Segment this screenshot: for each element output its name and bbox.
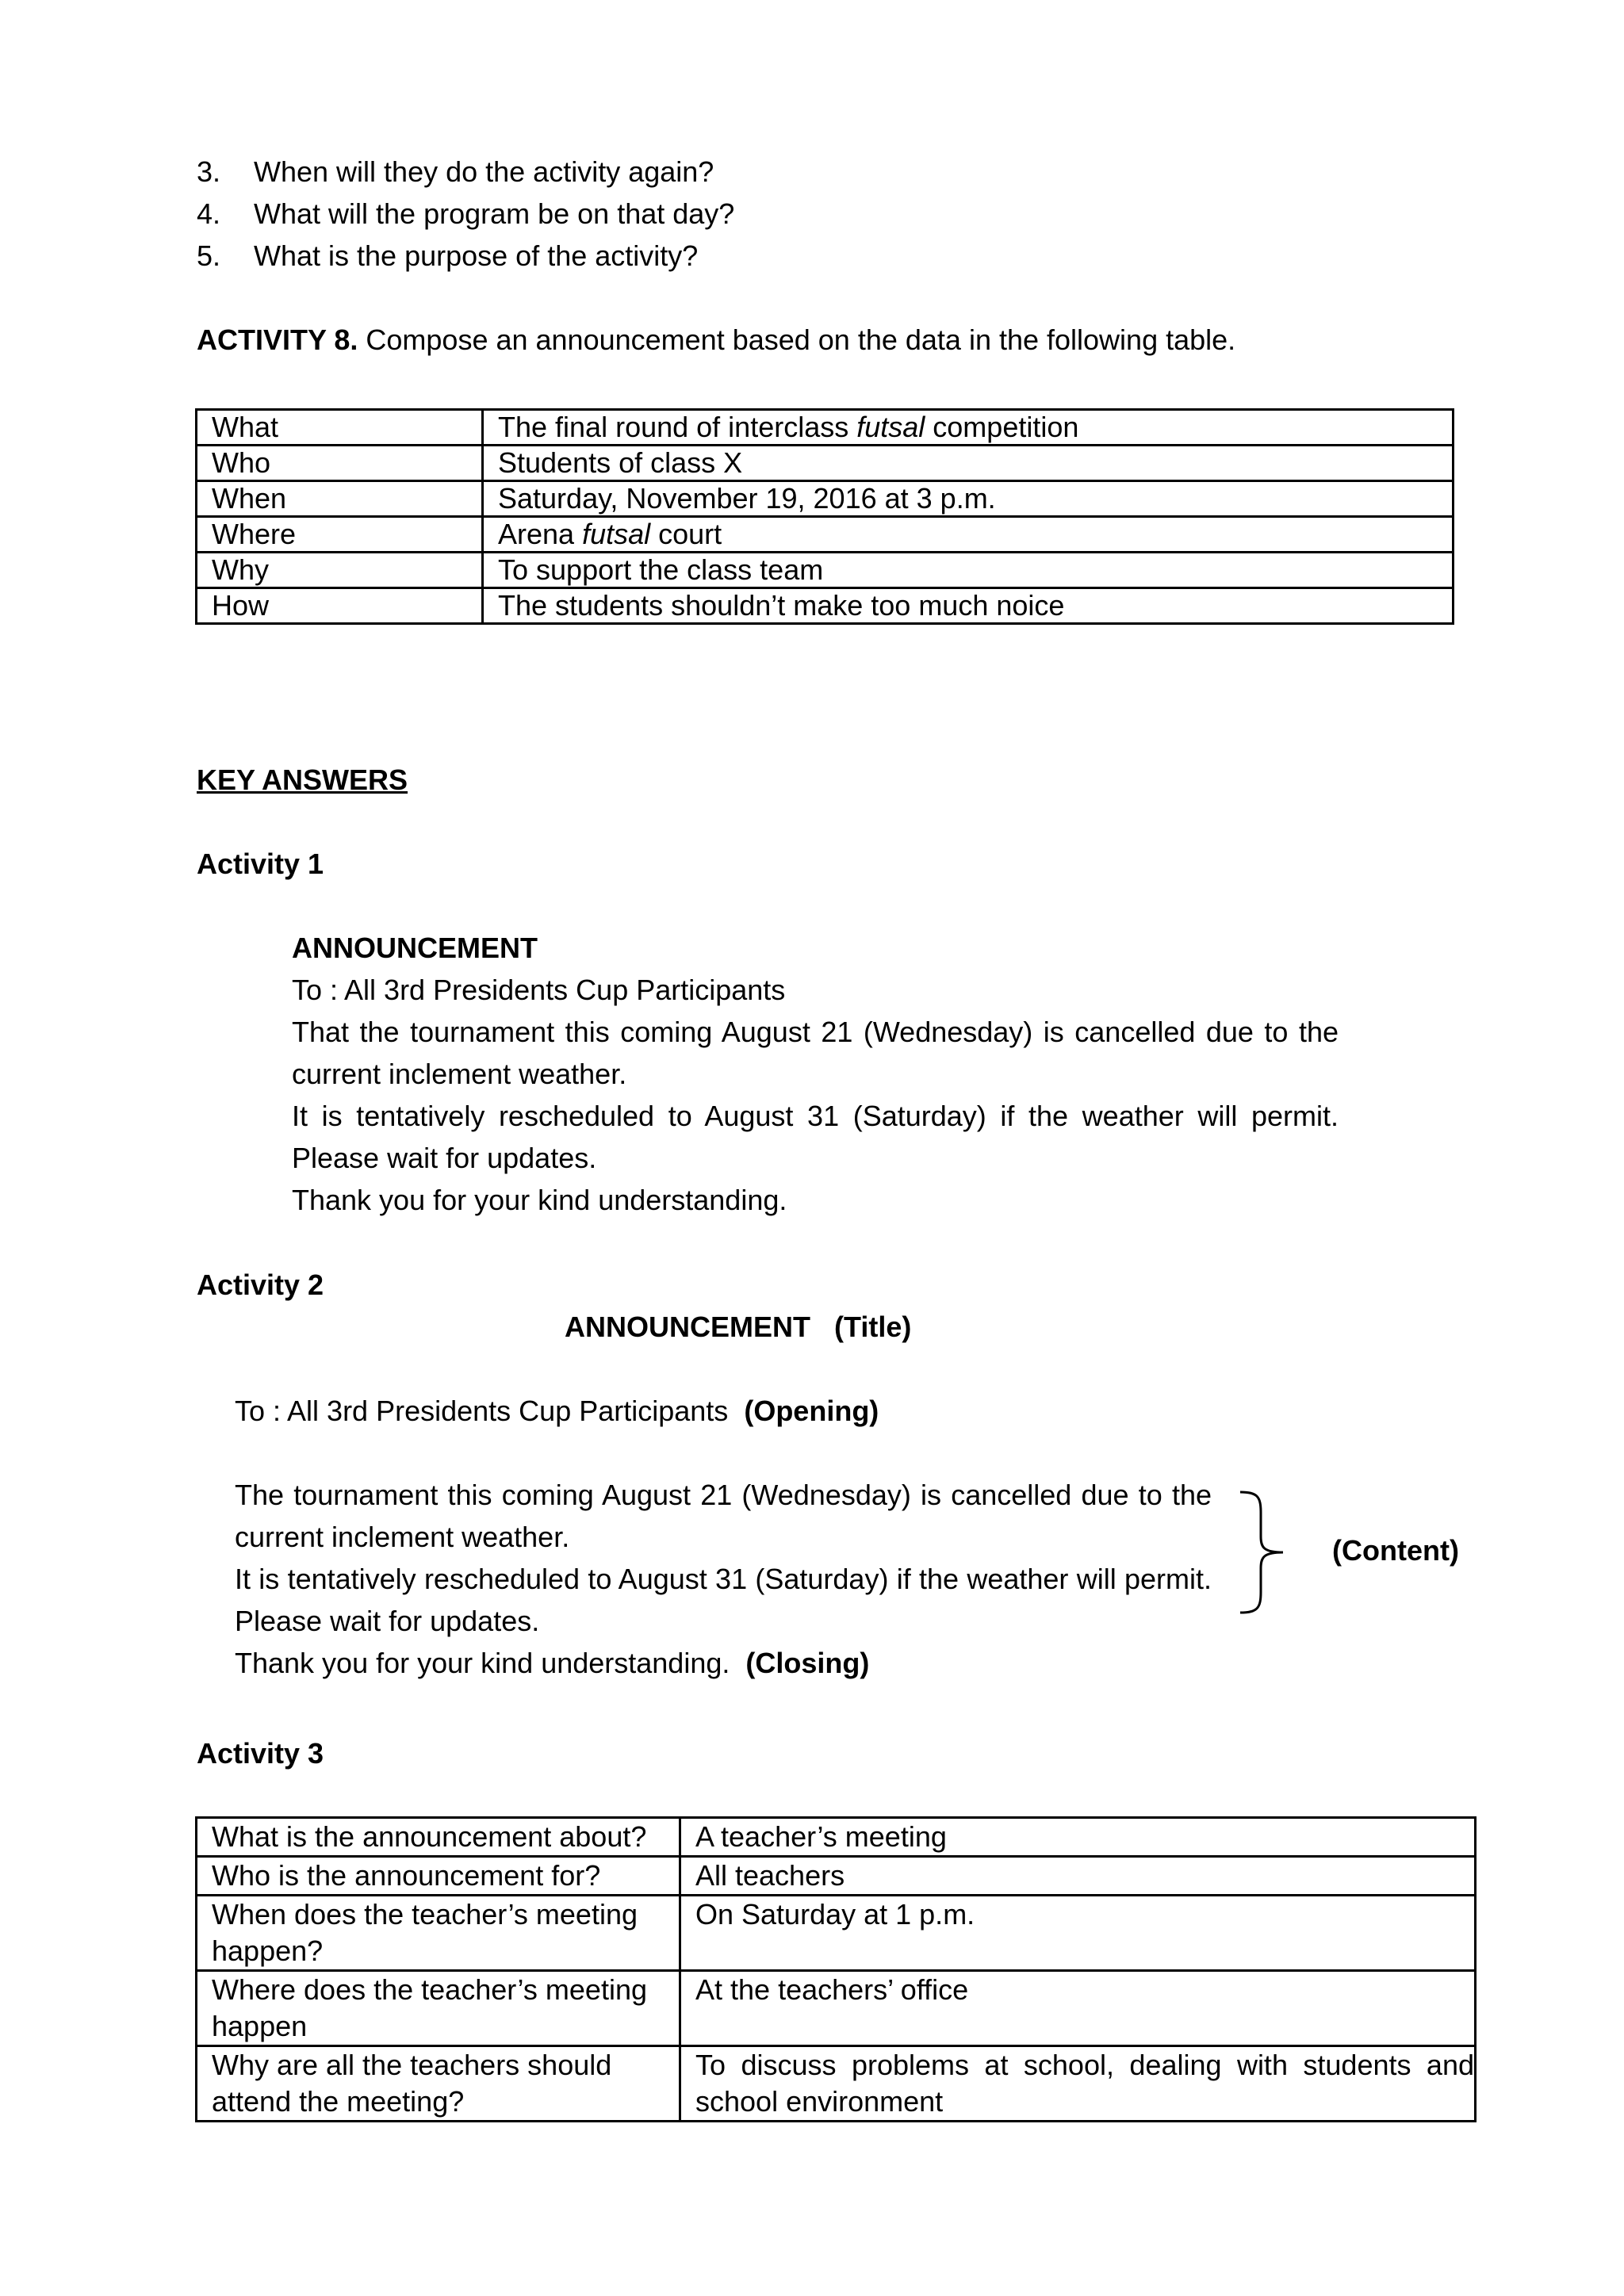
cell-italic-text: futsal (856, 411, 925, 443)
question-cell: Where does the teacher’s meeting happen (197, 1971, 680, 2046)
question-number: 5. (197, 239, 221, 272)
table-key-cell: Who (197, 446, 483, 481)
announcement-paragraph: Thank you for your kind understanding. (292, 1184, 787, 1216)
table-key-cell: When (197, 481, 483, 517)
table-row (197, 1818, 1476, 1857)
announcement-title: ANNOUNCEMENT (565, 1311, 810, 1343)
activity1-label: Activity 1 (197, 848, 324, 880)
answer-cell: All teachers (680, 1857, 1476, 1896)
cell-text: Arena (498, 518, 583, 550)
curly-brace-icon (1237, 1489, 1285, 1616)
cell-text: The final round of interclass (498, 411, 857, 443)
table-value-cell (483, 446, 1454, 481)
activity8-table (195, 408, 1454, 625)
announcement-title: ANNOUNCEMENT (292, 932, 538, 964)
opening-tag: (Opening) (744, 1395, 879, 1427)
table-value-cell (483, 553, 1454, 588)
table-row (197, 1857, 1476, 1896)
content-tag: (Content) (1332, 1534, 1459, 1567)
activity3-label: Activity 3 (197, 1737, 324, 1770)
list-item (197, 151, 734, 193)
answer-cell: On Saturday at 1 p.m. (680, 1896, 1476, 1971)
activity8-text: Compose an announcement based on the data in the following table. (358, 323, 1236, 356)
table-row (197, 1971, 1476, 2046)
table-row (197, 517, 1454, 553)
table-key-cell: Why (197, 553, 483, 588)
cell-text: To support the class team (498, 553, 824, 586)
answer-cell: To discuss problems at school, dealing with students and school environment (680, 2046, 1476, 2122)
question-cell: What is the announcement about? (197, 1818, 680, 1857)
table-row (197, 588, 1454, 624)
table-value-cell (483, 517, 1454, 553)
question-text: When will they do the activity again? (254, 155, 714, 188)
cell-text: court (650, 518, 722, 550)
activity2-label: Activity 2 (197, 1269, 324, 1301)
question-cell: When does the teacher’s meeting happen? (197, 1896, 680, 1971)
question-text: What is the purpose of the activity? (254, 239, 699, 272)
table-row (197, 410, 1454, 446)
title-tag: (Title) (834, 1311, 912, 1343)
question-list (197, 151, 734, 277)
question-number: 3. (197, 155, 221, 188)
activity8-label: ACTIVITY 8. (197, 323, 358, 356)
activity2-title (565, 1306, 911, 1348)
activity2-closing (235, 1642, 869, 1684)
table-value-cell (483, 410, 1454, 446)
announcement-recipient: To : All 3rd Presidents Cup Participants (292, 974, 786, 1006)
question-text: What will the program be on that day? (254, 197, 735, 230)
table-row (197, 2046, 1476, 2122)
table-row (197, 1896, 1476, 1971)
activity3-table (195, 1816, 1477, 2122)
activity2-opening (235, 1390, 879, 1432)
table-row (197, 446, 1454, 481)
cell-text: competition (925, 411, 1079, 443)
announcement-paragraph: It is tentatively rescheduled to August 31 (Saturday) if the weather will permit. Please wait for updates. (292, 1100, 1339, 1174)
table-key-cell: What (197, 410, 483, 446)
activity1-announcement (292, 927, 1339, 1221)
table-value-cell (483, 481, 1454, 517)
announcement-recipient: To : All 3rd Presidents Cup Participants (235, 1395, 729, 1427)
activity2-content (235, 1474, 1212, 1642)
announcement-paragraph: That the tournament this coming August 21 (Wednesday) is cancelled due to the current inclement weather. (292, 1016, 1339, 1090)
announcement-paragraph: It is tentatively rescheduled to August 31 (Saturday) if the weather will permit. Please wait for updates. (235, 1563, 1212, 1637)
question-cell: Who is the announcement for? (197, 1857, 680, 1896)
table-key-cell: Where (197, 517, 483, 553)
cell-text: The students shouldn’t make too much noice (498, 589, 1065, 622)
cell-italic-text: futsal (582, 518, 651, 550)
question-cell: Why are all the teachers should attend the meeting? (197, 2046, 680, 2122)
cell-text: Saturday, November 19, 2016 at 3 p.m. (498, 482, 996, 515)
table-value-cell (483, 588, 1454, 624)
announcement-paragraph: The tournament this coming August 21 (Wednesday) is cancelled due to the current inclement weather. (235, 1479, 1212, 1553)
answer-cell: At the teachers’ office (680, 1971, 1476, 2046)
table-key-cell: How (197, 588, 483, 624)
closing-tag: (Closing) (745, 1647, 870, 1679)
table-row (197, 481, 1454, 517)
question-number: 4. (197, 197, 221, 230)
list-item (197, 193, 734, 235)
answer-cell: A teacher’s meeting (680, 1818, 1476, 1857)
key-answers-heading: KEY ANSWERS (197, 763, 408, 796)
table-row (197, 553, 1454, 588)
cell-text: Students of class X (498, 446, 743, 479)
activity8-instruction (197, 319, 1235, 361)
announcement-closing: Thank you for your kind understanding. (235, 1647, 730, 1679)
list-item (197, 235, 734, 277)
